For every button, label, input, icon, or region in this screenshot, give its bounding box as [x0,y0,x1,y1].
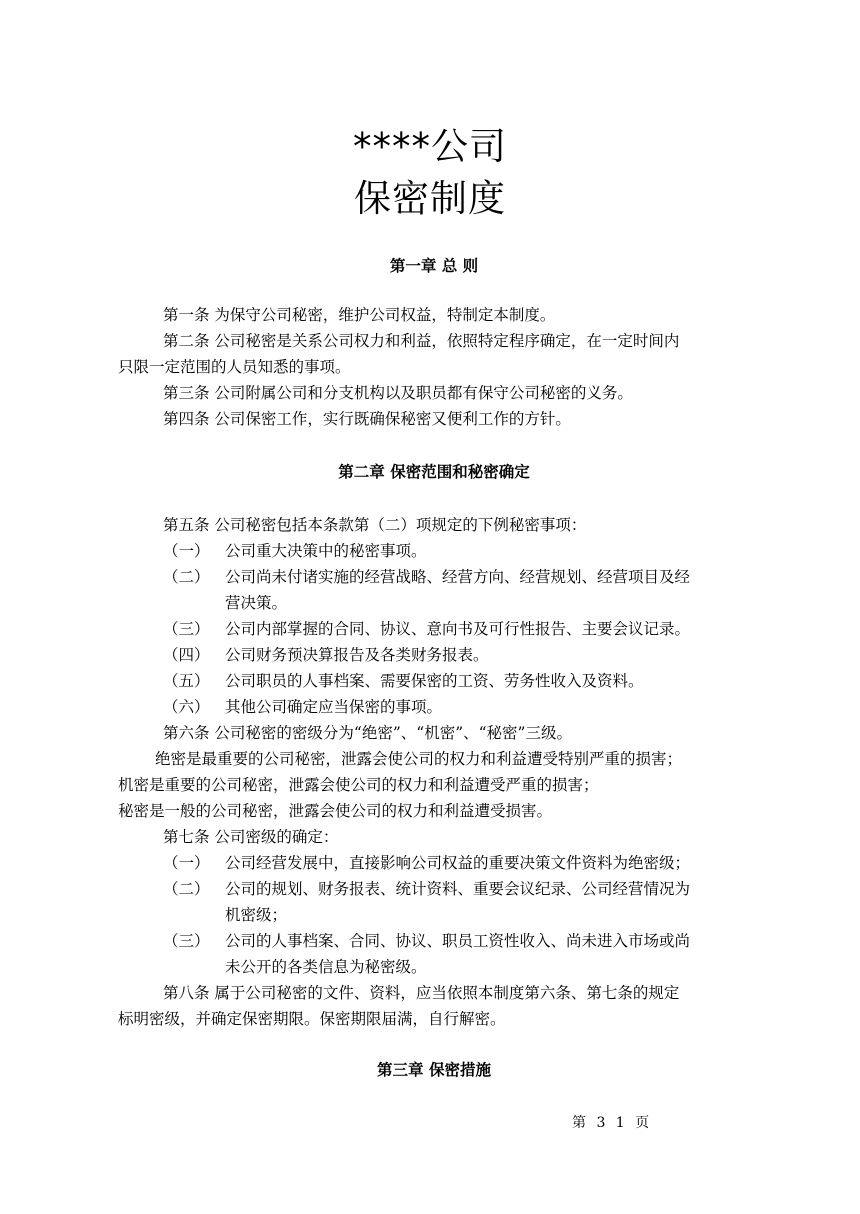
list-item [163,668,644,694]
article-8-line-1: 第八条 属于公司秘密的文件、资料，应当依照本制度第六条、第七条的规定 [163,984,680,1002]
article-1: 第一条 为保守公司秘密，维护公司权益，特制定本制度。 [163,306,556,324]
list-item [163,928,690,954]
list-item-number: （二） [163,880,210,898]
secret-level-confidential: 机密是重要的公司秘密，泄露会使公司的权力和利益遭受严重的损害； [118,776,599,794]
page-number: 第 3 1 页 [572,1115,650,1131]
list-item-number: （一） [163,542,210,560]
list-item [163,876,690,902]
list-item-text: 公司经营发展中，直接影响公司权益的重要决策文件资料为绝密级； [225,854,691,872]
list-item [163,694,442,720]
secret-level-secret: 秘密是一般的公司秘密，泄露会使公司的权力和利益遭受损害。 [118,802,553,820]
secret-level-top-secret: 绝密是最重要的公司秘密，泄露会使公司的权力和利益遭受特别严重的损害； [155,750,683,768]
list-item-continuation: 营决策。 [225,594,288,612]
list-item-text: 公司的规划、财务报表、统计资料、重要会议纪录、公司经营情况为 [225,880,691,898]
article-6: 第六条 公司秘密的密级分为“绝密”、“机密”、“秘密”三级。 [163,724,572,742]
list-item-number: （二） [163,568,210,586]
list-item-text: 其他公司确定应当保密的事项。 [225,698,443,716]
list-item-text: 公司内部掌握的合同、协议、意向书及可行性报告、主要会议记录。 [225,620,691,638]
chapter-3-heading: 第三章 保密措施 [377,1061,491,1079]
article-4: 第四条 公司保密工作，实行既确保秘密又便利工作的方针。 [163,410,571,428]
list-item [163,616,690,642]
list-item-number: （三） [163,620,210,638]
article-5: 第五条 公司秘密包括本条款第（二）项规定的下例秘密事项： [163,516,587,534]
list-item [163,564,690,590]
list-item-continuation: 机密级； [225,906,288,924]
list-item-number: （五） [163,672,210,690]
article-2-line-2: 只限一定范围的人员知悉的事项。 [118,358,351,376]
list-item-number: （三） [163,932,210,950]
list-item-number: （一） [163,854,210,872]
list-item-number: （四） [163,646,210,664]
list-item [163,538,427,564]
list-item [163,642,489,668]
list-item [163,850,690,876]
list-item-text: 公司重大决策中的秘密事项。 [225,542,427,560]
chapter-2-heading: 第二章 保密范围和秘密确定 [338,463,530,481]
article-7: 第七条 公司密级的确定： [163,828,339,846]
company-title: ****公司 [353,125,507,168]
article-8-line-2: 标明密级，并确定保密期限。保密期限届满，自行解密。 [118,1010,506,1028]
list-item-text: 公司财务预决算报告及各类财务报表。 [225,646,489,664]
list-item-text: 公司职员的人事档案、需要保密的工资、劳务性收入及资料。 [225,672,644,690]
list-item-continuation: 未公开的各类信息为秘密级。 [225,958,427,976]
article-3: 第三条 公司附属公司和分支机构以及职员都有保守公司秘密的义务。 [163,384,633,402]
list-item-text: 公司的人事档案、合同、协议、职员工资性收入、尚未进入市场或尚 [225,932,691,950]
document-title: 保密制度 [354,177,506,220]
article-2-line-1: 第二条 公司秘密是关系公司权力和利益，依照特定程序确定，在一定时间内 [163,332,680,350]
list-item-number: （六） [163,698,210,716]
chapter-1-heading: 第一章 总 则 [389,257,479,275]
list-item-text: 公司尚未付诸实施的经营战略、经营方向、经营规划、经营项目及经 [225,568,691,586]
